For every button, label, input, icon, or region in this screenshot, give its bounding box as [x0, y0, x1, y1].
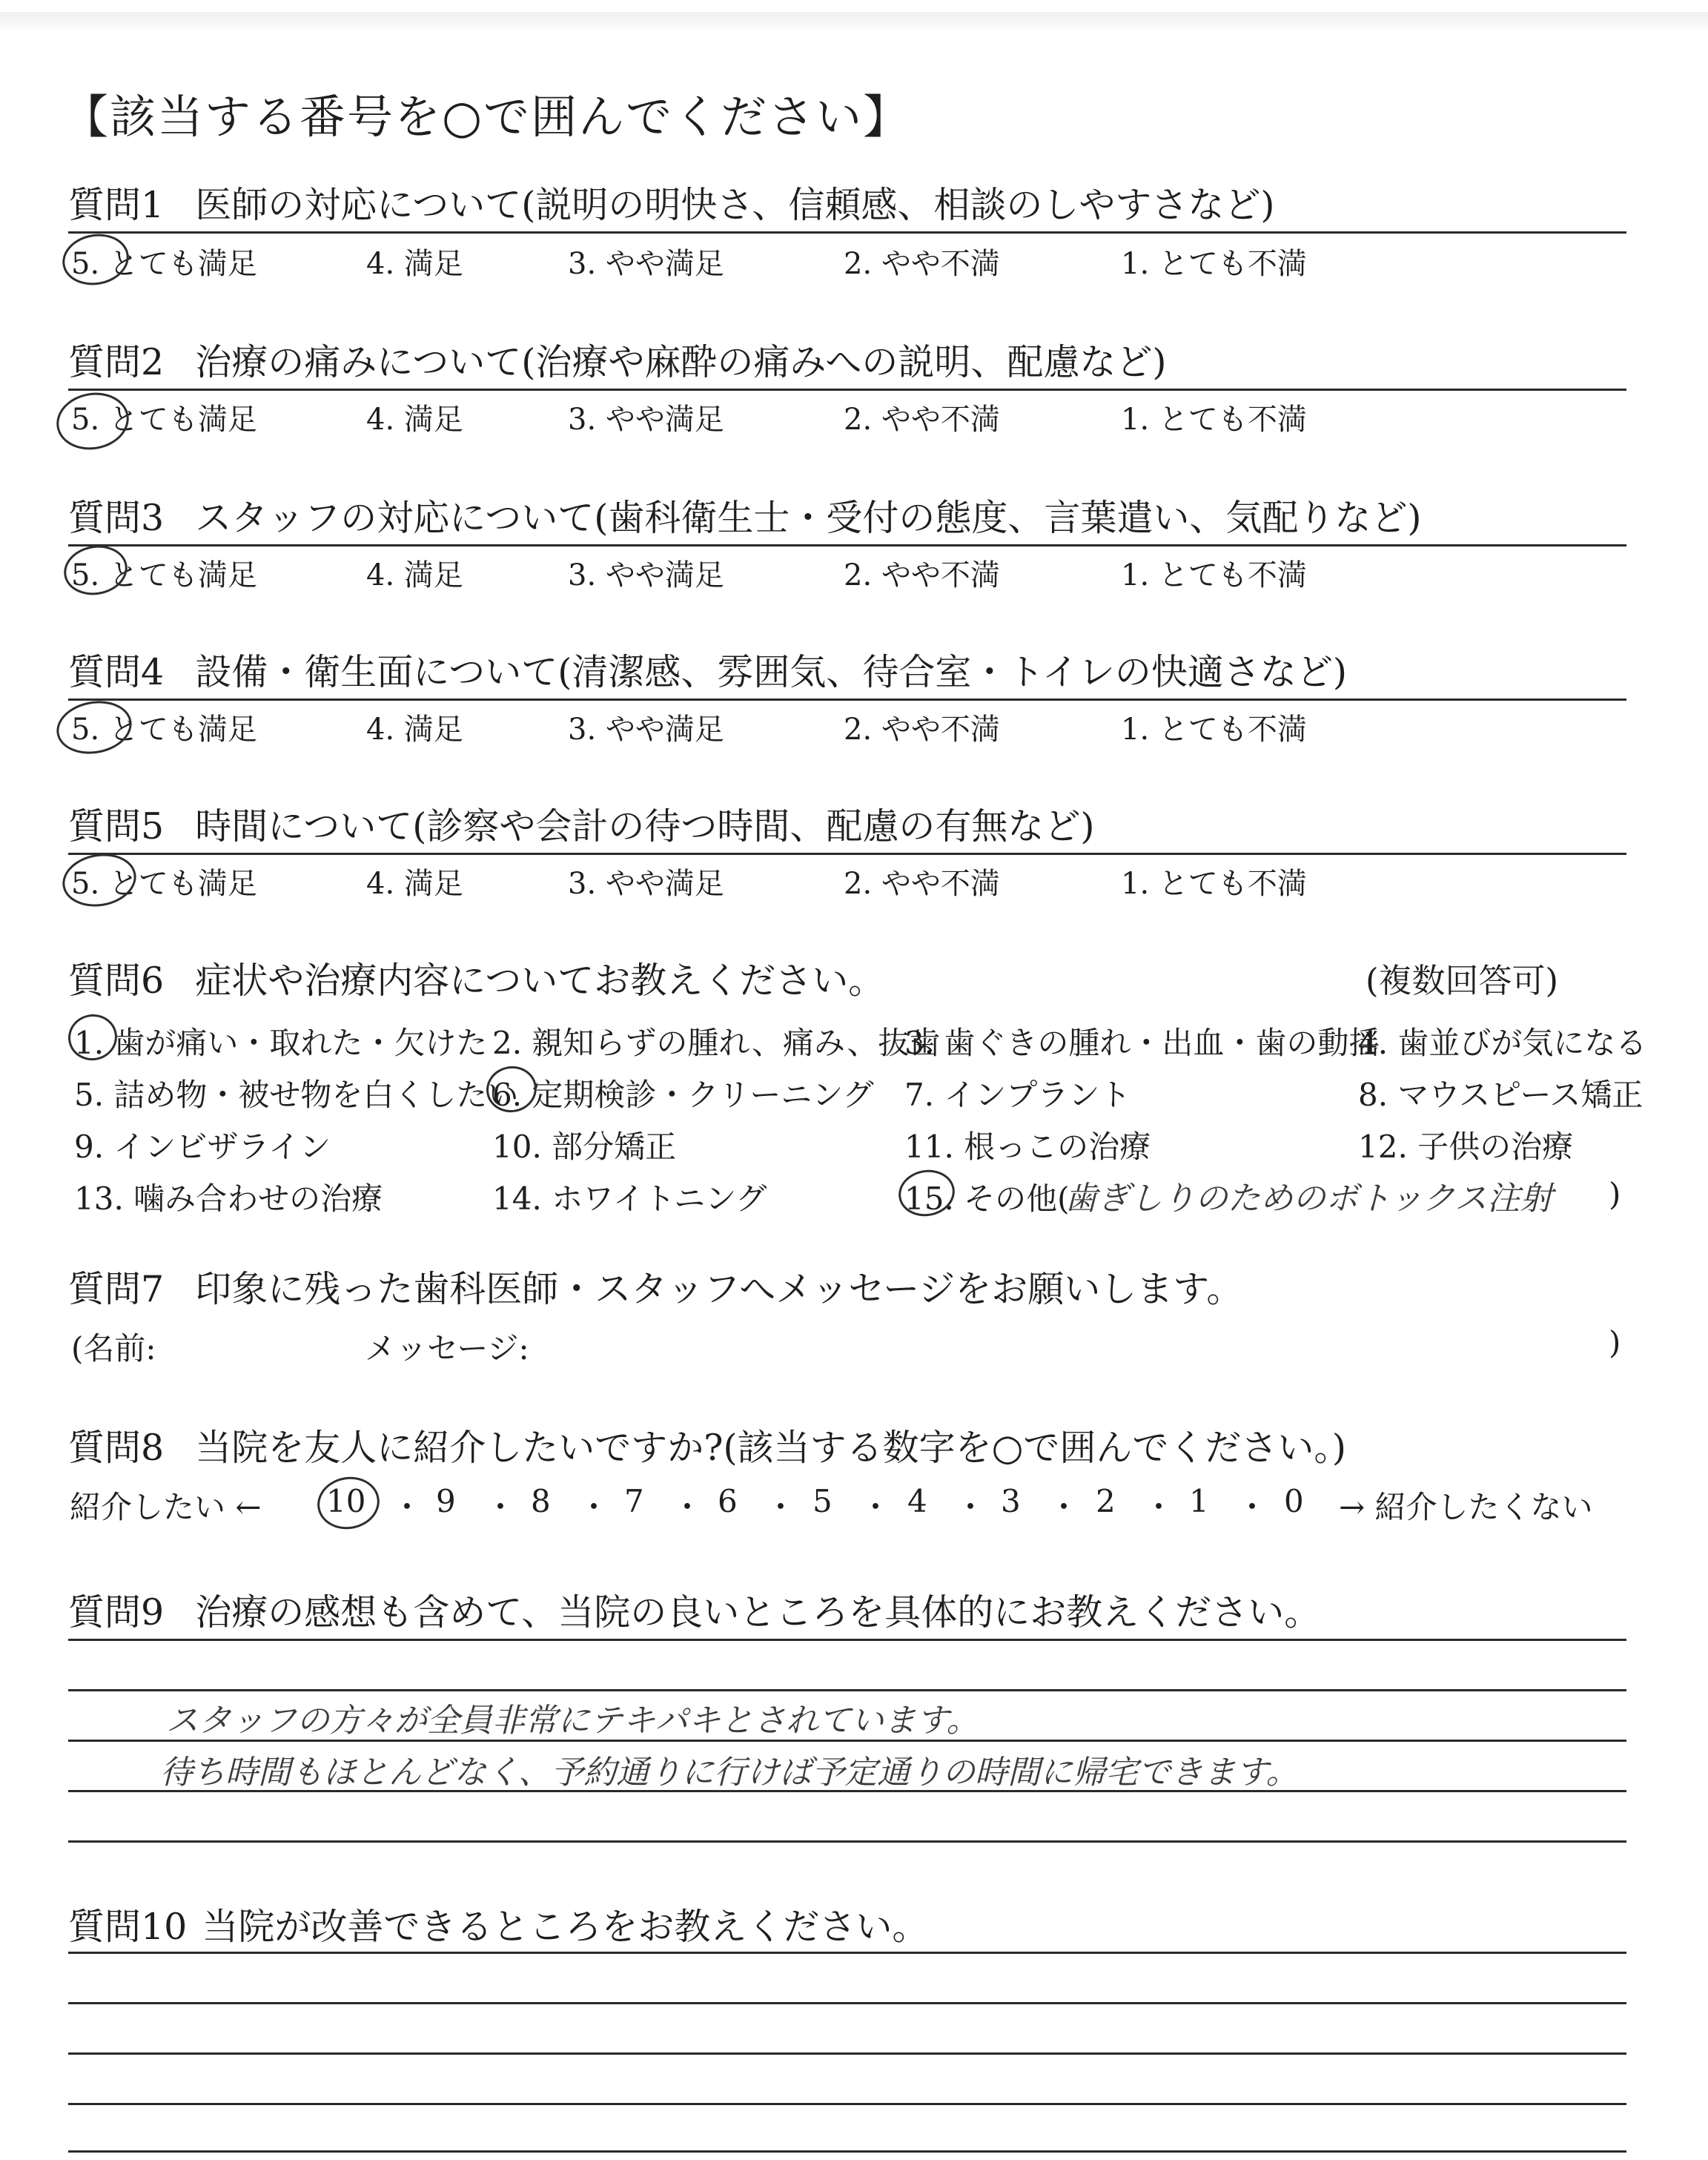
option-4[interactable]: 4. 満足	[366, 558, 463, 592]
scale-0[interactable]: 0	[1284, 1483, 1304, 1519]
question-text: 時間について(診察や会計の待つ時間、配慮の有無など)	[195, 805, 1095, 848]
symptom-option-3[interactable]: 3. 歯ぐきの腫れ・出血・歯の動揺	[904, 1025, 1380, 1061]
name-label: (名前:	[71, 1330, 156, 1367]
scale-separator: ・	[391, 1489, 423, 1525]
page-heading: 【該当する番号を○で囲んでください】	[62, 90, 911, 144]
question-text: 医師の対応について(説明の明快さ、信頼感、相談のしやすさなど)	[195, 184, 1275, 226]
scale-4[interactable]: 4	[907, 1483, 927, 1519]
question-text: 症状や治療内容についてお教えください。	[195, 960, 885, 1002]
question-number: 質問1	[68, 184, 165, 226]
selection-circle	[53, 696, 136, 760]
answer-line	[68, 2002, 1626, 2004]
option-4[interactable]: 4. 満足	[366, 713, 463, 747]
symptom-option-4[interactable]: 4. 歯並びが気になる	[1358, 1025, 1647, 1061]
rule-line	[68, 853, 1626, 855]
option-1[interactable]: 1. とても不満	[1121, 558, 1307, 592]
symptom-option-6[interactable]: 6. 定期検診・クリーニング	[492, 1077, 874, 1113]
scale-separator: ・	[1048, 1489, 1080, 1525]
symptom-option-7[interactable]: 7. インプラント	[904, 1077, 1131, 1113]
option-3[interactable]: 3. やや満足	[568, 867, 724, 901]
other-close-paren: )	[1609, 1176, 1621, 1212]
question-text: 当院を友人に紹介したいですか?(該当する数字を○で囲んでください。)	[195, 1427, 1346, 1469]
recommend-right-label: → 紹介したくない	[1339, 1489, 1593, 1525]
scale-6[interactable]: 6	[718, 1483, 738, 1519]
rule-line	[68, 389, 1626, 391]
rule-line	[68, 698, 1626, 701]
option-2[interactable]: 2. やや不満	[844, 867, 1000, 901]
question-number: 質問6	[68, 960, 165, 1002]
symptom-option-12[interactable]: 12. 子供の治療	[1358, 1129, 1574, 1165]
symptom-option-11[interactable]: 11. 根っこの治療	[904, 1129, 1151, 1165]
option-5[interactable]: 5. とても満足	[71, 867, 257, 901]
option-3[interactable]: 3. やや満足	[568, 713, 724, 747]
symptom-option-14[interactable]: 14. ホワイトニング	[492, 1180, 767, 1217]
scale-separator: ・	[955, 1489, 987, 1525]
question-text: 当院が改善できるところをお教えください。	[202, 1906, 929, 1948]
question-text: 治療の痛みについて(治療や麻酔の痛みへの説明、配慮など)	[195, 341, 1167, 383]
answer-line	[68, 2150, 1626, 2153]
scale-separator: ・	[860, 1489, 892, 1525]
scale-separator: ・	[672, 1489, 704, 1525]
handwritten-answer-line-1: スタッフの方々が全員非常にテキパキとされています。	[166, 1702, 979, 1740]
scale-separator: ・	[1237, 1489, 1268, 1525]
option-3[interactable]: 3. やや満足	[568, 403, 724, 437]
symptom-option-5[interactable]: 5. 詰め物・被せ物を白くしたい	[74, 1077, 519, 1113]
question-number: 質問5	[68, 805, 165, 848]
symptom-option-9[interactable]: 9. インビザライン	[74, 1129, 331, 1165]
option-4[interactable]: 4. 満足	[366, 247, 463, 281]
option-1[interactable]: 1. とても不満	[1121, 247, 1307, 281]
answer-line	[68, 2052, 1626, 2055]
option-4[interactable]: 4. 満足	[366, 403, 463, 437]
symptom-option-1[interactable]: 1. 歯が痛い・取れた・欠けた	[74, 1025, 488, 1061]
symptom-option-10[interactable]: 10. 部分矯正	[492, 1129, 677, 1165]
option-2[interactable]: 2. やや不満	[844, 713, 1000, 747]
scale-separator: ・	[765, 1489, 797, 1525]
question-number: 質問10	[68, 1906, 188, 1948]
option-1[interactable]: 1. とても不満	[1121, 867, 1307, 901]
answer-line	[68, 1840, 1626, 1843]
scale-3[interactable]: 3	[1001, 1483, 1021, 1519]
symptom-option-8[interactable]: 8. マウスピース矯正	[1358, 1077, 1644, 1113]
handwritten-answer-line-2: 待ち時間もほとんどなく、予約通りに行けば予定通りの時間に帰宅できます。	[160, 1754, 1299, 1791]
message-label: メッセージ:	[365, 1330, 529, 1367]
option-4[interactable]: 4. 満足	[366, 867, 463, 901]
selection-circle	[314, 1472, 384, 1534]
question-text: 治療の感想も含めて、当院の良いところを具体的にお教えください。	[195, 1591, 1321, 1634]
question-number: 質問4	[68, 651, 165, 693]
option-1[interactable]: 1. とても不満	[1121, 713, 1307, 747]
scale-separator: ・	[485, 1489, 517, 1525]
recommend-left-label: 紹介したい ←	[70, 1489, 262, 1525]
close-paren: )	[1609, 1324, 1621, 1361]
scale-2[interactable]: 2	[1096, 1483, 1116, 1519]
scan-top-edge	[0, 12, 1708, 28]
other-handwritten-answer: 歯ぎしりのためのボトックス注射	[1065, 1180, 1553, 1218]
option-5[interactable]: 5. とても満足	[71, 403, 257, 437]
scale-8[interactable]: 8	[531, 1483, 551, 1519]
selection-circle	[59, 848, 141, 912]
answer-line	[68, 1639, 1626, 1641]
question-text: 設備・衛生面について(清潔感、雰囲気、待合室・トイレの快適さなど)	[195, 651, 1347, 693]
question-number: 質問2	[68, 341, 165, 383]
option-3[interactable]: 3. やや満足	[568, 247, 724, 281]
option-2[interactable]: 2. やや不満	[844, 558, 1000, 592]
option-5[interactable]: 5. とても満足	[71, 713, 257, 747]
question-number: 質問7	[68, 1268, 165, 1310]
multiple-answer-note: (複数回答可)	[1366, 961, 1559, 1000]
answer-line	[68, 2103, 1626, 2105]
symptom-option-15[interactable]: 15. その他(	[904, 1180, 1070, 1217]
scale-separator: ・	[1143, 1489, 1175, 1525]
option-5[interactable]: 5. とても満足	[71, 247, 257, 281]
scale-1[interactable]: 1	[1189, 1483, 1209, 1519]
option-2[interactable]: 2. やや不満	[844, 247, 1000, 281]
rule-line	[68, 231, 1626, 234]
scale-7[interactable]: 7	[624, 1483, 644, 1519]
symptom-option-13[interactable]: 13. 噛み合わせの治療	[74, 1180, 383, 1217]
question-number: 質問8	[68, 1427, 165, 1469]
rule-line	[68, 544, 1626, 546]
scale-10[interactable]: 10	[326, 1483, 366, 1519]
scale-5[interactable]: 5	[812, 1483, 833, 1519]
scale-9[interactable]: 9	[436, 1483, 456, 1519]
question-text: スタッフの対応について(歯科衛生士・受付の態度、言葉遣い、気配りなど)	[195, 497, 1422, 539]
option-1[interactable]: 1. とても不満	[1121, 403, 1307, 437]
scale-separator: ・	[578, 1489, 610, 1525]
answer-line	[68, 1689, 1626, 1691]
question-text: 印象に残った歯科医師・スタッフへメッセージをお願いします。	[195, 1268, 1243, 1310]
symptom-option-2[interactable]: 2. 親知らずの腫れ、痛み、抜歯	[492, 1025, 941, 1061]
option-2[interactable]: 2. やや不満	[844, 403, 1000, 437]
option-3[interactable]: 3. やや満足	[568, 558, 724, 592]
question-number: 質問9	[68, 1591, 165, 1634]
option-5[interactable]: 5. とても満足	[71, 558, 257, 592]
answer-line	[68, 1952, 1626, 1954]
question-number: 質問3	[68, 497, 165, 539]
